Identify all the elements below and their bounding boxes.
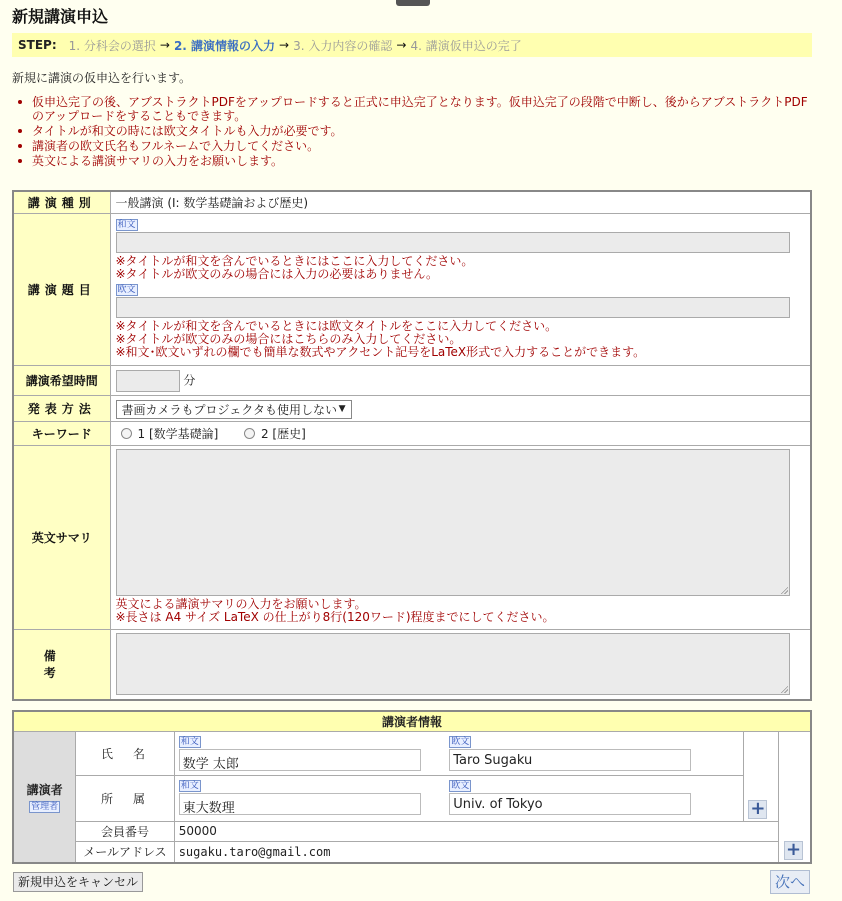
ja-note-2: ※タイトルが欧文のみの場合には入力の必要はありません。 [115,267,439,281]
affil-en-cell [445,775,744,821]
en-note-2: ※タイトルが欧文のみの場合にはこちらのみ入力してください。 [115,332,462,346]
admin-tag[interactable]: 管理者 [31,801,59,812]
keyword-radio-1[interactable] [121,428,132,439]
step-bar [12,33,812,57]
notice-item: 講演者の欧文氏名もフルネームで入力してください。 [12,139,818,153]
summary-label: 英文サマリ [13,446,110,630]
time-cell [110,366,811,396]
time-input[interactable] [116,370,180,392]
name-ja-cell [174,731,445,775]
notice-item: 英文による講演サマリの入力をお願いします。 [12,154,818,168]
affil-ja-input[interactable]: 東大数理 [179,793,421,815]
remarks-cell [110,630,811,700]
remarks-label: 備 考 [13,630,110,700]
member-number: 50000 [174,821,778,841]
title-cell [110,214,811,366]
en-tag: 欧文 [451,780,470,791]
speaker-add-cell [779,731,811,863]
summary-textarea[interactable] [116,449,790,596]
ja-tag: 和文 [180,736,199,747]
speaker-side-label: 講演者 [26,782,63,797]
time-label: 講演希望時間 [13,366,110,396]
method-select[interactable] [116,400,352,419]
summary-cell [110,446,811,630]
step-arrow-2: → [279,38,290,52]
email-value: sugaku.taro@gmail.com [174,841,778,863]
keyword-radio-2[interactable] [244,428,255,439]
add-speaker-button[interactable]: + [785,839,802,860]
affil-en-input[interactable]: Univ. of Tokyo [449,793,691,815]
cancel-button[interactable]: 新規申込をキャンセル [13,872,143,892]
step-3: 3. 入力内容の確認 [293,38,393,53]
name-en-input[interactable]: Taro Sugaku [449,749,691,771]
step-arrow-3: → [396,38,407,52]
step-2-current: 2. 講演情報の入力 [173,38,276,53]
title-en-input[interactable] [116,297,790,318]
top-tab-handle[interactable] [396,0,430,6]
ja-note-1: ※タイトルが和文を含んでいるときにはここに入力してください。 [115,254,474,268]
name-ja-input[interactable]: 数学 太郎 [179,749,421,771]
next-button[interactable]: 次へ [770,870,810,894]
summary-note-1: 英文による講演サマリの入力をお願いします。 [115,597,367,611]
chevron-down-icon: ▼ [338,404,346,414]
step-1: 1. 分科会の選択 [68,38,156,53]
method-label: 発表方法 [13,396,110,422]
affil-label: 所 属 [76,775,174,821]
keyword-2-label: 2 [歴史] [260,427,306,441]
type-label: 講演種別 [13,191,110,214]
page-title: 新規講演申込 [12,7,109,26]
speaker-side-cell [13,731,76,863]
time-unit: 分 [183,373,196,387]
type-value: 一般講演 (I: 数学基礎論および歴史) [110,191,811,214]
keyword-1-label: 1 [数学基礎論] [137,427,219,441]
notice-item: 仮申込完了の後、アブストラクトPDFをアップロードすると正式に申込完了となります。仮申込完了の段階で中断し、後からアブストラクトPDFのアップロードをすることもできます。 [12,95,818,123]
ja-tag: 和文 [180,780,199,791]
en-note-1: ※タイトルが和文を含んでいるときには欧文タイトルをここに入力してください。 [115,319,558,333]
notice-list [12,95,818,169]
affil-add-cell [744,731,779,821]
en-tag: 欧文 [117,285,136,295]
remarks-textarea[interactable] [116,633,790,695]
step-4: 4. 講演仮申込の完了 [410,38,522,53]
affil-ja-cell [174,775,445,821]
en-note-3: ※和文･欧文いずれの欄でも簡単な数式やアクセント記号をLaTeX形式で入力することができます。 [115,345,646,359]
speaker-info-table [12,710,812,864]
intro-text: 新規に講演の仮申込を行います。 [12,71,192,85]
talk-info-form [12,190,812,701]
step-label: STEP: [18,38,57,52]
member-label: 会員番号 [76,821,174,841]
step-arrow-1: → [159,38,170,52]
add-affiliation-button[interactable]: + [750,797,766,819]
method-cell [110,396,811,422]
speaker-header: 講演者情報 [13,711,811,731]
en-tag: 欧文 [451,736,470,747]
notice-item: タイトルが和文の時には欧文タイトルも入力が必要です。 [12,124,818,138]
ja-tag: 和文 [117,220,136,230]
keyword-cell [110,422,811,446]
email-label: メールアドレス [76,841,174,863]
title-ja-input[interactable] [116,232,790,253]
summary-note-2: ※長さは A4 サイズ LaTeX の仕上がり8行(120ワード)程度までにしてください。 [115,610,555,624]
method-value: 書画カメラもプロジェクタも使用しない [121,402,338,417]
title-label: 講演題目 [13,214,110,366]
resize-grip-icon[interactable] [780,586,788,594]
name-en-cell [445,731,744,775]
resize-grip-icon[interactable] [780,685,788,693]
keyword-label: キーワード [13,422,110,446]
name-label: 氏 名 [76,731,174,775]
